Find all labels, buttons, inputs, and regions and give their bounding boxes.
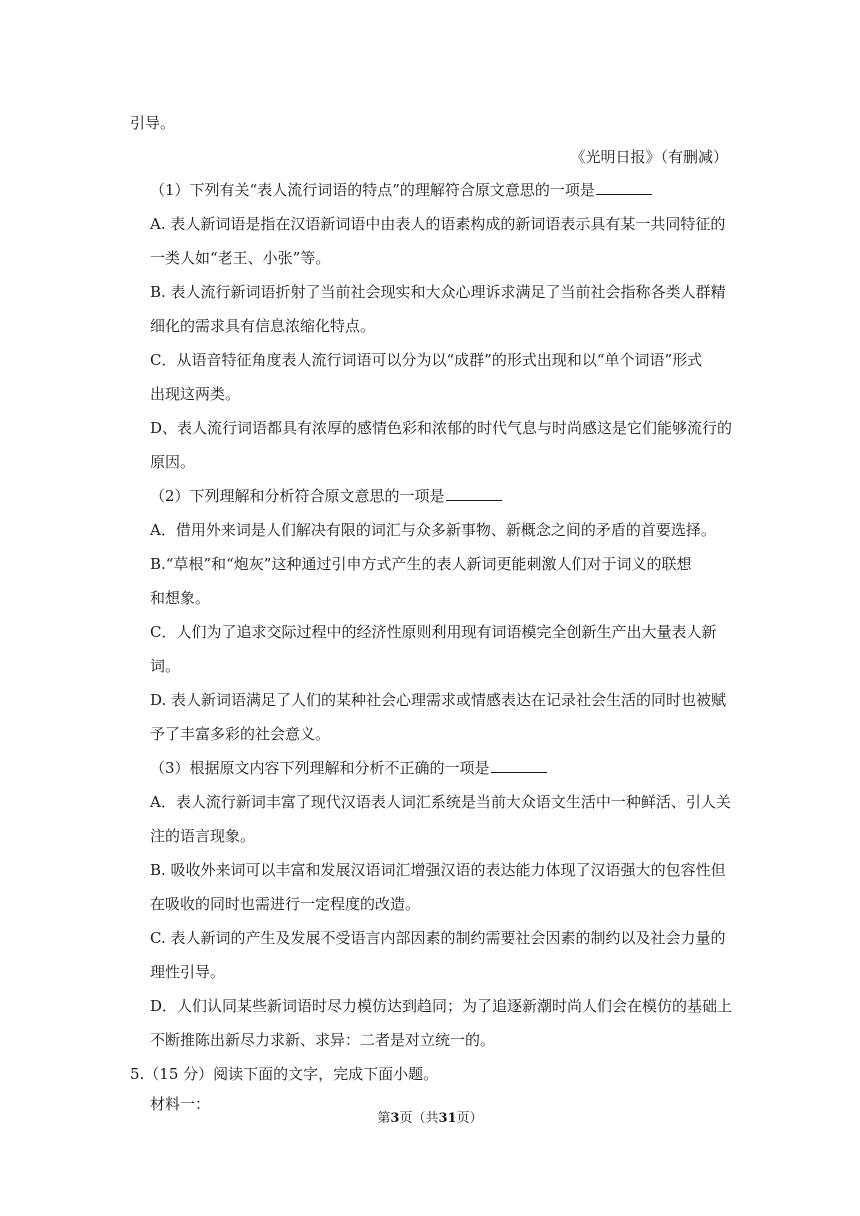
answer-blank xyxy=(491,758,547,773)
question-2-stem xyxy=(150,486,502,506)
answer-blank xyxy=(596,180,652,195)
q3-option-d-line1: D．人们认同某些新词语时尽力模仿达到趋同；为了追逐新潮时尚人们会在模仿的基础上 xyxy=(150,997,733,1015)
text-line: 引导。 xyxy=(130,114,176,132)
q2-option-d-line2: 予了丰富多彩的社会意义。 xyxy=(150,725,331,743)
question-2-text: （2）下列理解和分析符合原文意思的一项是 xyxy=(150,487,445,505)
q1-option-a-line2: 一类人如“老王、小张”等。 xyxy=(150,249,331,267)
q1-option-d-line2: 原因。 xyxy=(150,453,196,471)
answer-blank xyxy=(446,486,502,501)
q2-option-d-line1: D. 表人新词语满足了人们的某种社会心理需求或情感表达在记录社会生活的同时也被赋 xyxy=(150,691,727,709)
q2-option-b-line2: 和想象。 xyxy=(150,589,211,607)
q1-option-b-line2: 细化的需求具有信息浓缩化特点。 xyxy=(150,317,376,335)
footer-prefix: 第 xyxy=(377,1111,391,1126)
source-citation: 《光明日报》（有删减） xyxy=(570,148,728,166)
q2-option-b-line1: B.“草根”和“炮灰”这种通过引申方式产生的表人新词更能刺激人们对于词义的联想 xyxy=(150,555,692,573)
q1-option-c-line1: C．从语音特征角度表人流行词语可以分为以“成群”的形式出现和以“单个词语”形式 xyxy=(150,351,703,369)
question-1-text: （1）下列有关“表人流行词语的特点”的理解符合原文意思的一项是 xyxy=(150,181,595,199)
q3-option-a-line2: 注的语言现象。 xyxy=(150,827,256,845)
q2-option-c-line1: C．人们为了追求交际过程中的经济性原则利用现有词语模完全创新生产出大量表人新 xyxy=(150,623,717,641)
q2-option-c-line2: 词。 xyxy=(150,657,181,675)
q1-option-a-line1: A. 表人新词语是指在汉语新词语中由表人的语素构成的新词语表示具有某一共同特征的 xyxy=(150,215,726,233)
q3-option-c-line2: 理性引导。 xyxy=(150,963,226,981)
q1-option-c-line2: 出现这两类。 xyxy=(150,385,241,403)
q3-option-c-line1: C. 表人新词的产生及发展不受语言内部因素的制约需要社会因素的制约以及社会力量的 xyxy=(150,929,726,947)
q3-option-a-line1: A．表人流行新词丰富了现代汉语表人词汇系统是当前大众语文生活中一种鲜活、引人关 xyxy=(150,793,731,811)
question-3-stem xyxy=(150,758,547,778)
q3-option-d-line2: 不断推陈出新尽力求新、求异：二者是对立统一的。 xyxy=(150,1031,496,1049)
question-1-stem xyxy=(150,180,652,200)
question-5-heading: 5.（15 分）阅读下面的文字，完成下面小题。 xyxy=(130,1065,439,1083)
q3-option-b-line2: 在吸收的同时也需进行一定程度的改造。 xyxy=(150,895,421,913)
q3-option-b-line1: B. 吸收外来词可以丰富和发展汉语词汇增强汉语的表达能力体现了汉语强大的包容性但 xyxy=(150,861,726,879)
question-3-text: （3）根据原文内容下列理解和分析不正确的一项是 xyxy=(150,759,490,777)
material-one-label: 材料一： xyxy=(150,1095,211,1113)
q1-option-d-line1: D、表人流行词语都具有浓厚的感情色彩和浓郁的时代气息与时尚感这是它们能够流行的 xyxy=(150,419,733,437)
q2-option-a-line1: A．借用外来词是人们解决有限的词汇与众多新事物、新概念之间的矛盾的首要选择。 xyxy=(150,521,716,539)
page-footer xyxy=(0,1110,860,1128)
q1-option-b-line1: B. 表人流行新词语折射了当前社会现实和大众心理诉求满足了当前社会指称各类人群精 xyxy=(150,283,726,301)
footer-total-pages: 31 xyxy=(438,1111,457,1126)
footer-suffix: 页） xyxy=(456,1111,483,1126)
footer-middle: 页（共 xyxy=(399,1111,439,1126)
footer-page-number: 3 xyxy=(390,1111,400,1126)
